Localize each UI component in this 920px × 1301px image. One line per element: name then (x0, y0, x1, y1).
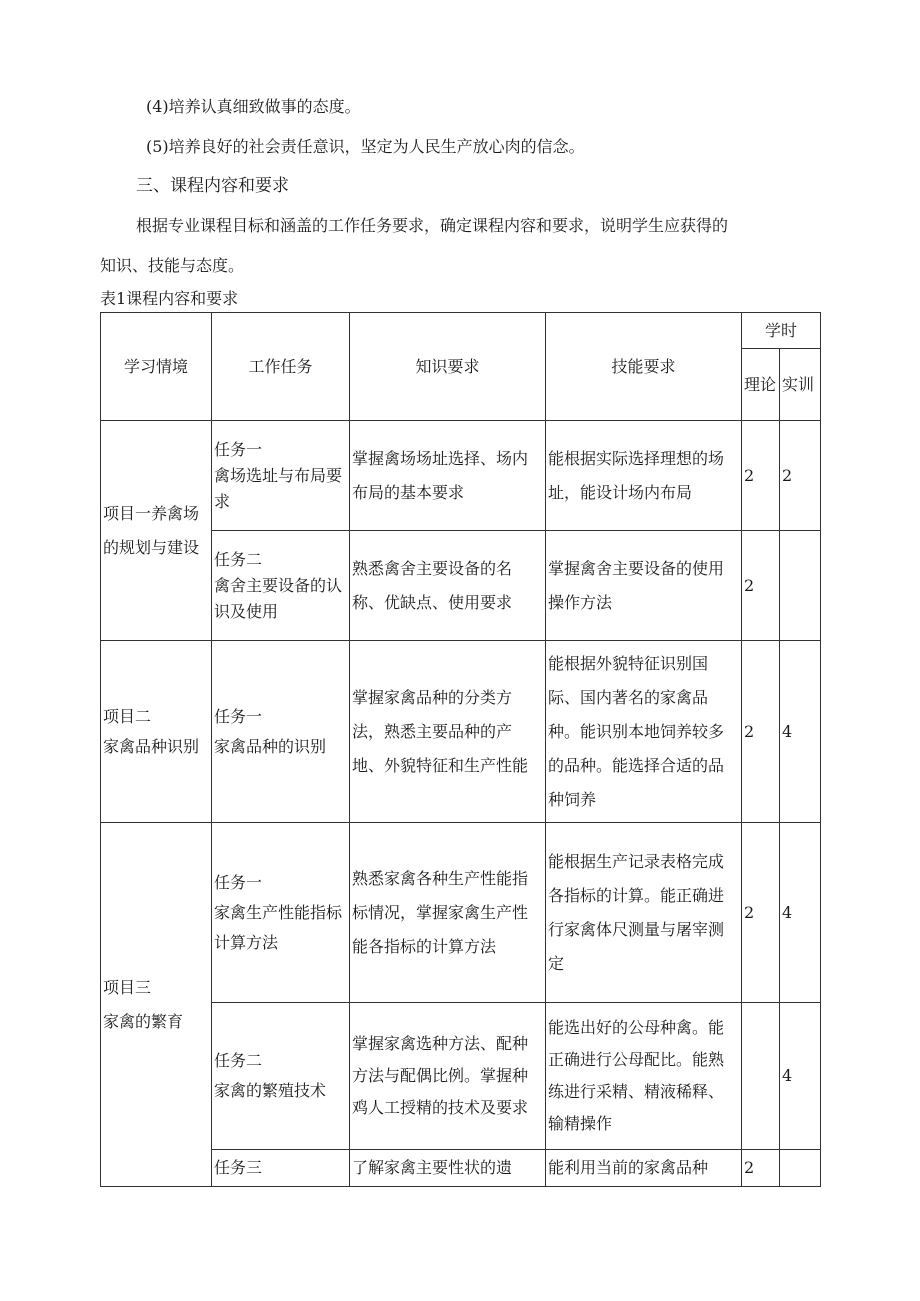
row-3-skill: 能根据外貌特征识别国际、国内著名的家禽品种。能识别本地饲养较多的品种。能选择合适的品种饲养 (546, 641, 742, 823)
row-5-task: 任务二 家禽的繁殖技术 (212, 1003, 350, 1150)
paragraph-5: (5)培养良好的社会责任意识，坚定为人民生产放心肉的信念。 (146, 137, 585, 156)
header-theory: 理论 (742, 349, 780, 421)
row-1-theory: 2 (742, 421, 780, 531)
row-3-theory: 2 (742, 641, 780, 823)
header-situation: 学习情境 (101, 313, 212, 421)
row-2-knowledge: 熟悉禽舍主要设备的名称、优缺点、使用要求 (350, 531, 546, 641)
header-knowledge: 知识要求 (350, 313, 546, 421)
row-3-task: 任务一 家禽品种的识别 (212, 641, 350, 823)
row-6-knowledge: 了解家禽主要性状的遗 (350, 1150, 546, 1187)
header-task: 工作任务 (212, 313, 350, 421)
row-4-task: 任务一 家禽生产性能指标计算方法 (212, 823, 350, 1003)
paragraph-4: (4)培养认真细致做事的态度。 (146, 97, 361, 116)
intro-line-2: 知识、技能与态度。 (100, 256, 245, 275)
row-4-knowledge: 熟悉家禽各种生产性能指标情况，掌握家禽生产性能各指标的计算方法 (350, 823, 546, 1003)
row-5-skill: 能选出好的公母种禽。能正确进行公母配比。能熟练进行采精、精液稀释、输精操作 (546, 1003, 742, 1150)
header-skill: 技能要求 (546, 313, 742, 421)
row-5-theory (742, 1003, 780, 1150)
header-practice: 实训 (780, 349, 821, 421)
row-2-theory: 2 (742, 531, 780, 641)
row-1-skill: 能根据实际选择理想的场址，能设计场内布局 (546, 421, 742, 531)
row-3-practice: 4 (780, 641, 821, 823)
intro-line-1: 根据专业课程目标和涵盖的工作任务要求，确定课程内容和要求，说明学生应获得的 (136, 216, 729, 235)
row-4-situation: 项目三 家禽的繁育 (101, 823, 212, 1187)
row-3-situation: 项目二 家禽品种识别 (101, 641, 212, 823)
row-1-task: 任务一 禽场选址与布局要求 (212, 421, 350, 531)
row-6-task: 任务三 (212, 1150, 350, 1187)
header-hours: 学时 (742, 313, 821, 349)
row-1-practice: 2 (780, 421, 821, 531)
row-5-knowledge: 掌握家禽选种方法、配种方法与配偶比例。掌握种鸡人工授精的技术及要求 (350, 1003, 546, 1150)
section-heading: 三、课程内容和要求 (136, 176, 289, 196)
row-2-practice (780, 531, 821, 641)
row-2-skill: 掌握禽舍主要设备的使用操作方法 (546, 531, 742, 641)
row-6-theory: 2 (742, 1150, 780, 1187)
row-3-knowledge: 掌握家禽品种的分类方法，熟悉主要品种的产地、外貌特征和生产性能 (350, 641, 546, 823)
course-content-table (100, 312, 821, 1187)
row-5-practice: 4 (780, 1003, 821, 1150)
row-4-theory: 2 (742, 823, 780, 1003)
row-6-skill: 能利用当前的家禽品种 (546, 1150, 742, 1187)
row-1-knowledge: 掌握禽场场址选择、场内布局的基本要求 (350, 421, 546, 531)
row-1-situation: 项目一养禽场的规划与建设 (101, 421, 212, 641)
row-6-practice (780, 1150, 821, 1187)
row-4-skill: 能根据生产记录表格完成各指标的计算。能正确进行家禽体尺测量与屠宰测定 (546, 823, 742, 1003)
table-caption: 表1课程内容和要求 (100, 289, 239, 308)
row-4-practice: 4 (780, 823, 821, 1003)
row-2-task: 任务二 禽舍主要设备的认识及使用 (212, 531, 350, 641)
